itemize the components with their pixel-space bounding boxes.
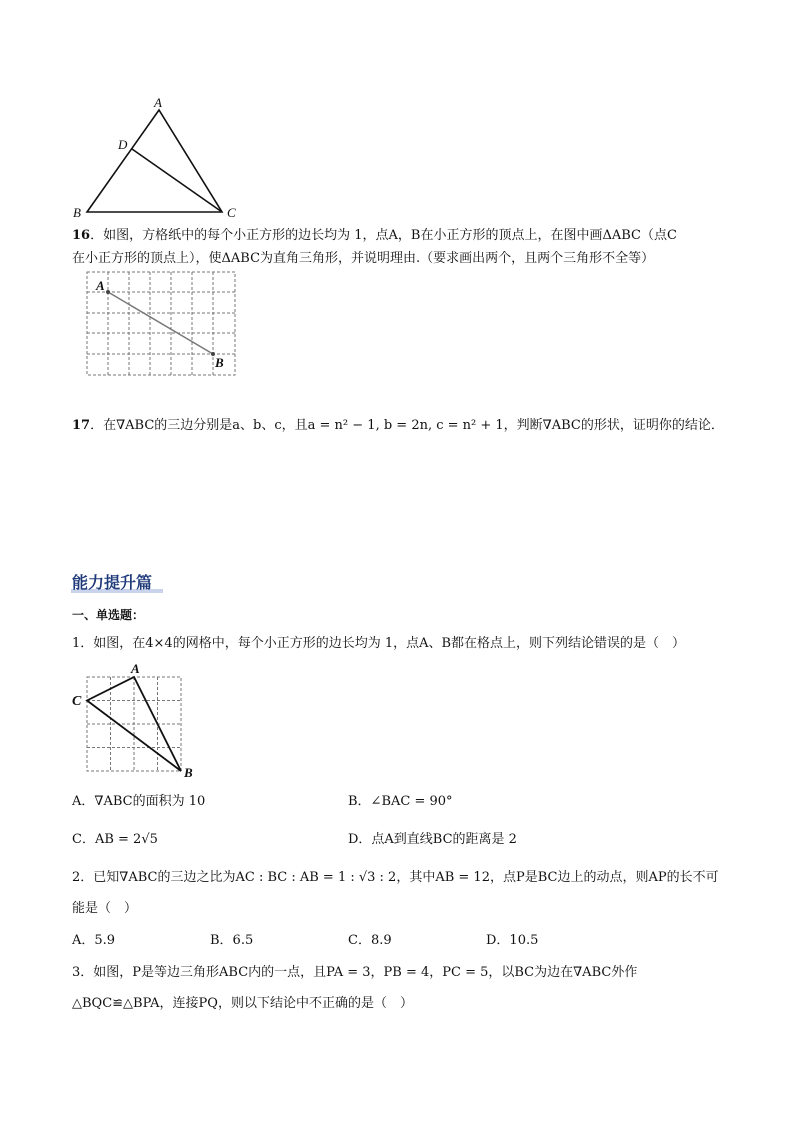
section-title: 能力提升篇 (72, 573, 153, 592)
grid-label-b: B (215, 355, 224, 370)
q2-option-c[interactable]: C．8.9 (348, 933, 392, 948)
q16-text: ．如图，方格纸中的每个小正方形的边长均为 1，点A，B在小正方形的顶点上，在图中画ΔABC（点C (90, 228, 677, 243)
q16-line2: 在小正方形的顶点上），使ΔABC为直角三角形，并说明理由.（要求画出两个，且两个三角形不全等） (72, 251, 655, 266)
q2-line1: 2．已知∇ABC的三边之比为AC : BC : AB = 1 : √3 : 2，其中AB = 12，点P是BC边上的动点，则AP的长不可 (72, 870, 719, 885)
label-a: A (154, 95, 162, 110)
section-subtitle: 一、单选题： (72, 608, 145, 622)
label-d: D (118, 137, 128, 152)
q3-line1: 3．如图，P是等边三角形ABC内的一点，且PA = 3，PB = 4，PC = 5，以BC为边在∇ABC外作 (72, 965, 638, 980)
q1-label-b: B (184, 765, 193, 780)
q16-number: 16 (72, 228, 91, 243)
label-c: C (227, 205, 236, 220)
q1-text: 1．如图，在4×4的网格中，每个小正方形的边长均为 1，点A、B都在格点上，则下列结论错误的是（ ） (72, 636, 686, 651)
q1-option-b[interactable]: B．∠BAC = 90° (348, 794, 453, 809)
q2-option-b[interactable]: B．6.5 (210, 933, 254, 948)
q2-option-a[interactable]: A．5.9 (72, 933, 116, 948)
q3-line2: △BQC≌△BPA，连接PQ，则以下结论中不正确的是（ ） (72, 996, 413, 1011)
q17-text: ．在∇ABC的三边分别是a、b、c，且a = n² − 1, b = 2n, c = n² + 1，判断∇ABC的形状，证明你的结论． (90, 418, 724, 433)
q2-option-d[interactable]: D．10.5 (486, 933, 539, 948)
q1-label-c: C (72, 694, 82, 709)
q1-option-a[interactable]: A．∇ABC的面积为 10 (72, 794, 206, 809)
q2-line2: 能是（ ） (72, 901, 138, 916)
label-b: B (73, 205, 81, 220)
q1-option-c[interactable]: C．AB = 2√5 (72, 832, 158, 847)
q1-option-d[interactable]: D．点A到直线BC的距离是 2 (348, 832, 517, 847)
q17-number: 17 (72, 418, 91, 433)
grid-label-a: A (96, 278, 105, 293)
q1-label-a: A (131, 661, 140, 676)
